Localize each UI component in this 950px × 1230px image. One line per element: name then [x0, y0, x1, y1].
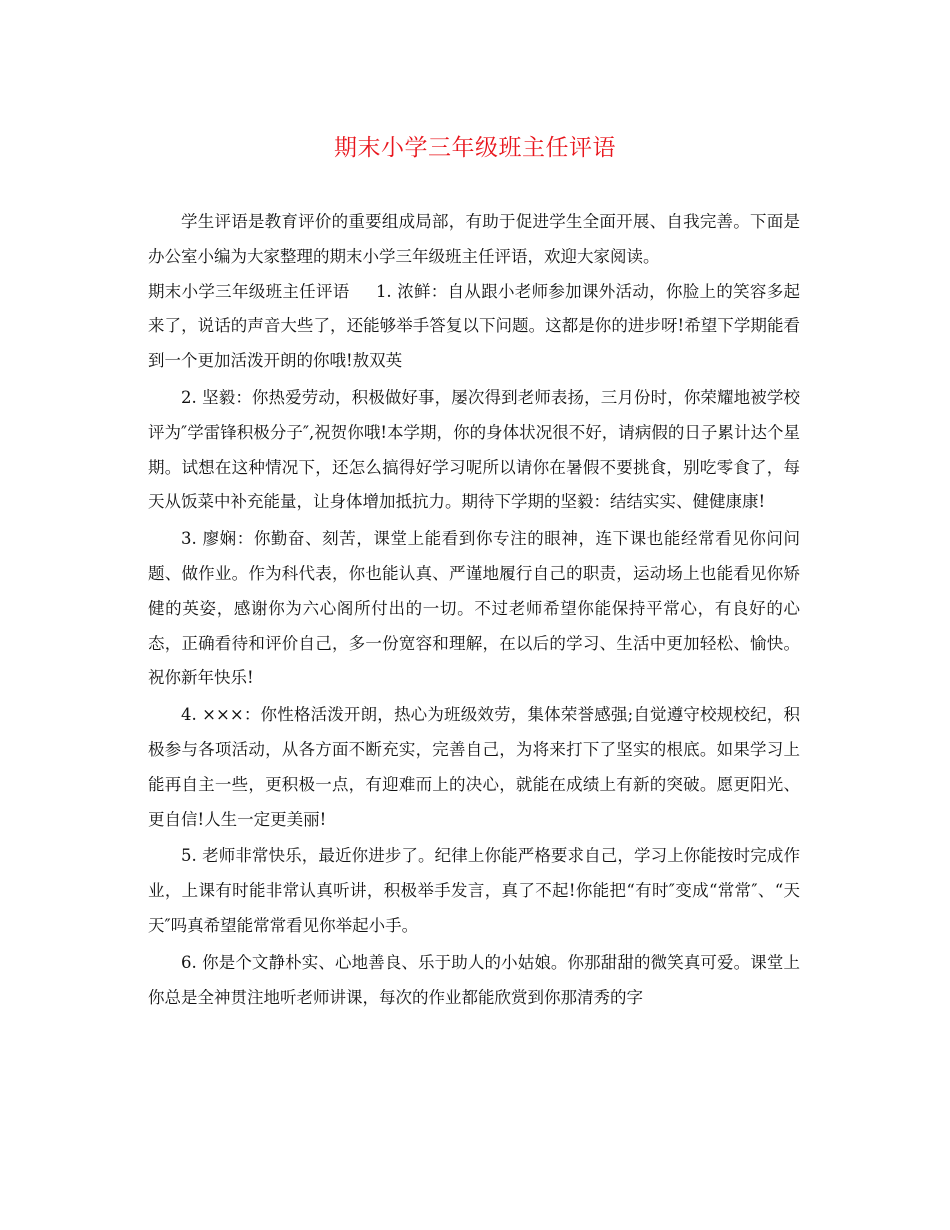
section-heading: 期末小学三年级班主任评语	[148, 281, 350, 301]
document-title: 期末小学三年级班主任评语	[334, 135, 616, 161]
comment-item-4: 4. ×××：你性格活泼开朗，热心为班级效劳，集体荣誉感强;自觉遵守校规校纪，积极参与各项活动，从各方面不断充实，完善自己，为将来打下了坚实的根底。如果学习上能再自主一些，更积极一点，有迎难而上的决心，就能在成绩上有新的突破。愿更阳光、更自信!人生一定更美丽!	[148, 705, 800, 829]
comment-item-6: 6. 你是个文静朴实、心地善良、乐于助人的小姑娘。你那甜甜的微笑真可爱。课堂上你总是全神贯注地听老师讲课，每次的作业都能欣赏到你那清秀的字	[148, 952, 800, 1007]
comment-item-2: 2. 坚毅：你热爱劳动，积极做好事，屡次得到老师表扬，三月份时，你荣耀地被学校评为″学雷锋积极分子″,祝贺你哦!本学期，你的身体状况很不好，请病假的日子累计达个星期。试想在这种情况下，还怎么搞得好学习呢所以请你在暑假不要挑食，别吃零食了，每天从饭菜中补充能量，让身体增加抵抗力。期待下学期的坚毅：结结实实、健健康康!	[148, 387, 800, 512]
document-body	[148, 205, 800, 1015]
comment-item-5: 5. 老师非常快乐，最近你进步了。纪律上你能严格要求自己，学习上你能按时完成作业，上课有时能非常认真听讲，积极举手发言，真了不起!你能把“有时″变成“常常″、“天天″吗真希望能常常看见你举起小手。	[148, 846, 800, 935]
intro-paragraph: 学生评语是教育评价的重要组成局部，有助于促进学生全面开展、自我完善。下面是办公室小编为大家整理的期末小学三年级班主任评语，欢迎大家阅读。	[148, 212, 800, 266]
comment-item-3: 3. 廖娴：你勤奋、刻苦，课堂上能看到你专注的眼神，连下课也能经常看见你问问题、做作业。作为科代表，你也能认真、严谨地履行自己的职责，运动场上也能看见你矫健的英姿，感谢你为六心阁所付出的一切。不过老师希望你能保持平常心，有良好的心态，正确看待和评价自己，多一份宽容和理解，在以后的学习、生活中更加轻松、愉快。祝你新年快乐!	[148, 529, 800, 688]
comment-item-1: 1. 浓鲜：自从跟小老师参加课外活动，你脸上的笑容多起来了，说话的声音大些了，还能够举手答复以下问题。这都是你的进步呀!希望下学期能看到一个更加活泼开朗的你哦!敖双英	[148, 281, 800, 371]
section-paragraph	[148, 275, 800, 379]
